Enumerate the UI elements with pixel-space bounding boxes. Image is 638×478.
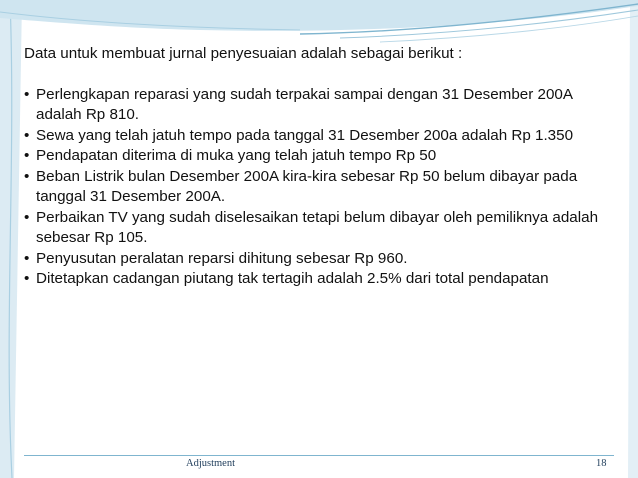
list-item-text: Pendapatan diterima di muka yang telah jatuh tempo Rp 50: [36, 147, 437, 164]
list-item-text: Ditetapkan cadangan piutang tak tertagih adalah 2.5% dari total pendapatan: [36, 270, 549, 287]
list-item: [24, 146, 620, 167]
bullet-marker: •: [24, 270, 30, 287]
bullet-marker: •: [24, 147, 30, 164]
page-number: 18: [596, 458, 607, 469]
intro-text: Data untuk membuat jurnal penyesuaian adalah sebagai berikut :: [24, 45, 463, 62]
list-item: [24, 167, 620, 208]
bullet-marker: •: [24, 208, 30, 226]
top-wave-decoration: [0, 0, 638, 48]
list-item: [24, 126, 620, 147]
footer-title: Adjustment: [186, 458, 235, 469]
bullet-list: [24, 85, 620, 290]
bullet-marker: •: [24, 249, 30, 267]
bullet-marker: •: [24, 126, 30, 144]
list-item-text: Perlengkapan reparasi yang sudah terpakai sampai dengan 31 Desember 200A adalah Rp 810.: [36, 85, 573, 123]
list-item-text: Perbaikan TV yang sudah diselesaikan tetapi belum dibayar oleh pemiliknya adalah sebesar Rp 105.: [36, 208, 599, 246]
bullet-marker: •: [24, 85, 30, 103]
bullet-marker: •: [24, 167, 30, 185]
footer-divider: [24, 455, 614, 456]
list-item-text: Sewa yang telah jatuh tempo pada tanggal 31 Desember 200a adalah Rp 1.350: [36, 126, 574, 144]
slide-content: [24, 44, 620, 290]
list-item-text: Penyusutan peralatan reparsi dihitung sebesar Rp 960.: [36, 249, 408, 267]
list-item: [24, 269, 620, 290]
list-item: [24, 208, 620, 249]
list-item-text: Beban Listrik bulan Desember 200A kira-kira sebesar Rp 50 belum dibayar pada tanggal 31 Desember 200A.: [36, 167, 578, 205]
list-item: [24, 249, 620, 270]
list-item: [24, 85, 620, 126]
